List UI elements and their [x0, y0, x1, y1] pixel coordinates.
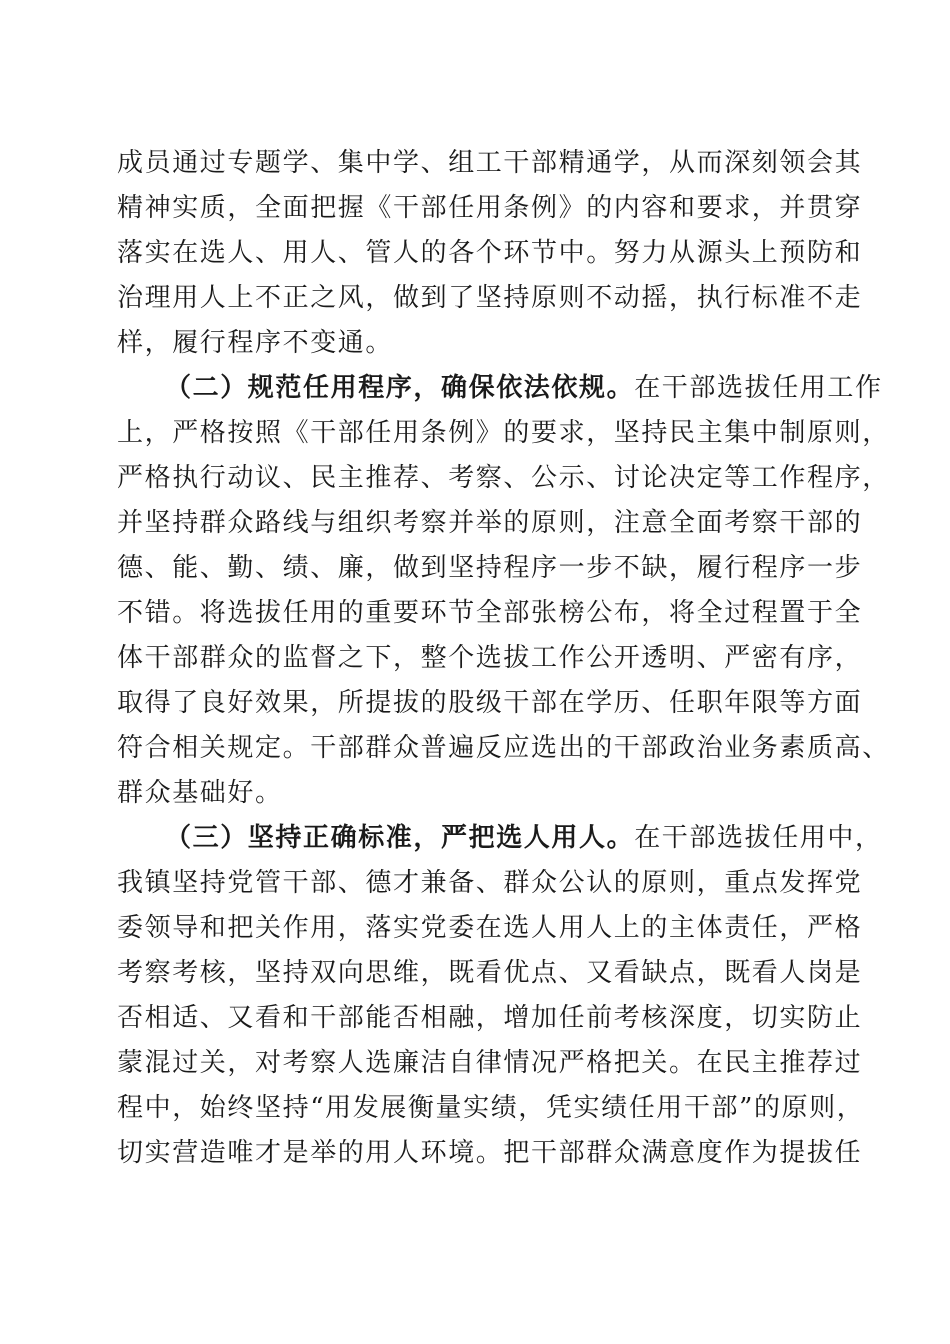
section-heading-line	[165, 368, 883, 408]
text-span: 在干部选拔任用中，	[634, 823, 883, 853]
text-line: 委领导和把关作用，落实党委在选人用人上的主体责任，严格	[117, 913, 863, 943]
text-line: 不错。将选拔任用的重要环节全部张榜公布，将全过程置于全	[117, 598, 863, 628]
text-span: 在干部选拔任用工作	[634, 373, 883, 403]
text-line: 精神实质，全面把握《干部任用条例》的内容和要求，并贯穿	[117, 193, 863, 223]
text-line: 否相适、又看和干部能否相融，增加任前考核深度，切实防止	[117, 1003, 863, 1033]
text-line: 成员通过专题学、集中学、组工干部精通学，从而深刻领会其	[117, 148, 863, 178]
text-line: 符合相关规定。干部群众普遍反应选出的干部政治业务素质高、	[117, 733, 890, 763]
text-line: 上，严格按照《干部任用条例》的要求，坚持民主集中制原则，	[117, 418, 890, 448]
text-line: 德、能、勤、绩、廉，做到坚持程序一步不缺，履行程序一步	[117, 553, 863, 583]
text-line: 样，履行程序不变通。	[117, 328, 394, 358]
section-heading-line	[165, 818, 883, 858]
text-line: 治理用人上不正之风，做到了坚持原则不动摇，执行标准不走	[117, 283, 863, 313]
text-line: 我镇坚持党管干部、德才兼备、群众公认的原则，重点发挥党	[117, 868, 863, 898]
text-line: 落实在选人、用人、管人的各个环节中。努力从源头上预防和	[117, 238, 863, 268]
text-line: 并坚持群众路线与组织考察并举的原则，注意全面考察干部的	[117, 508, 863, 538]
text-line: 切实营造唯才是举的用人环境。把干部群众满意度作为提拔任	[117, 1138, 863, 1168]
text-line: 取得了良好效果，所提拔的股级干部在学历、任职年限等方面	[117, 688, 863, 718]
text-line: 蒙混过关，对考察人选廉洁自律情况严格把关。在民主推荐过	[117, 1048, 863, 1078]
text-line: 群众基础好。	[117, 778, 283, 808]
section-heading: （三）坚持正确标准，严把选人用人。	[165, 823, 635, 853]
text-line: 体干部群众的监督之下，整个选拔工作公开透明、严密有序，	[117, 643, 863, 673]
text-line: 程中，始终坚持“用发展衡量实绩，凭实绩任用干部”的原则，	[117, 1093, 865, 1123]
text-line: 严格执行动议、民主推荐、考察、公示、讨论决定等工作程序，	[117, 463, 890, 493]
section-heading: （二）规范任用程序，确保依法依规。	[165, 373, 635, 403]
text-line: 考察考核，坚持双向思维，既看优点、又看缺点，既看人岗是	[117, 958, 863, 988]
